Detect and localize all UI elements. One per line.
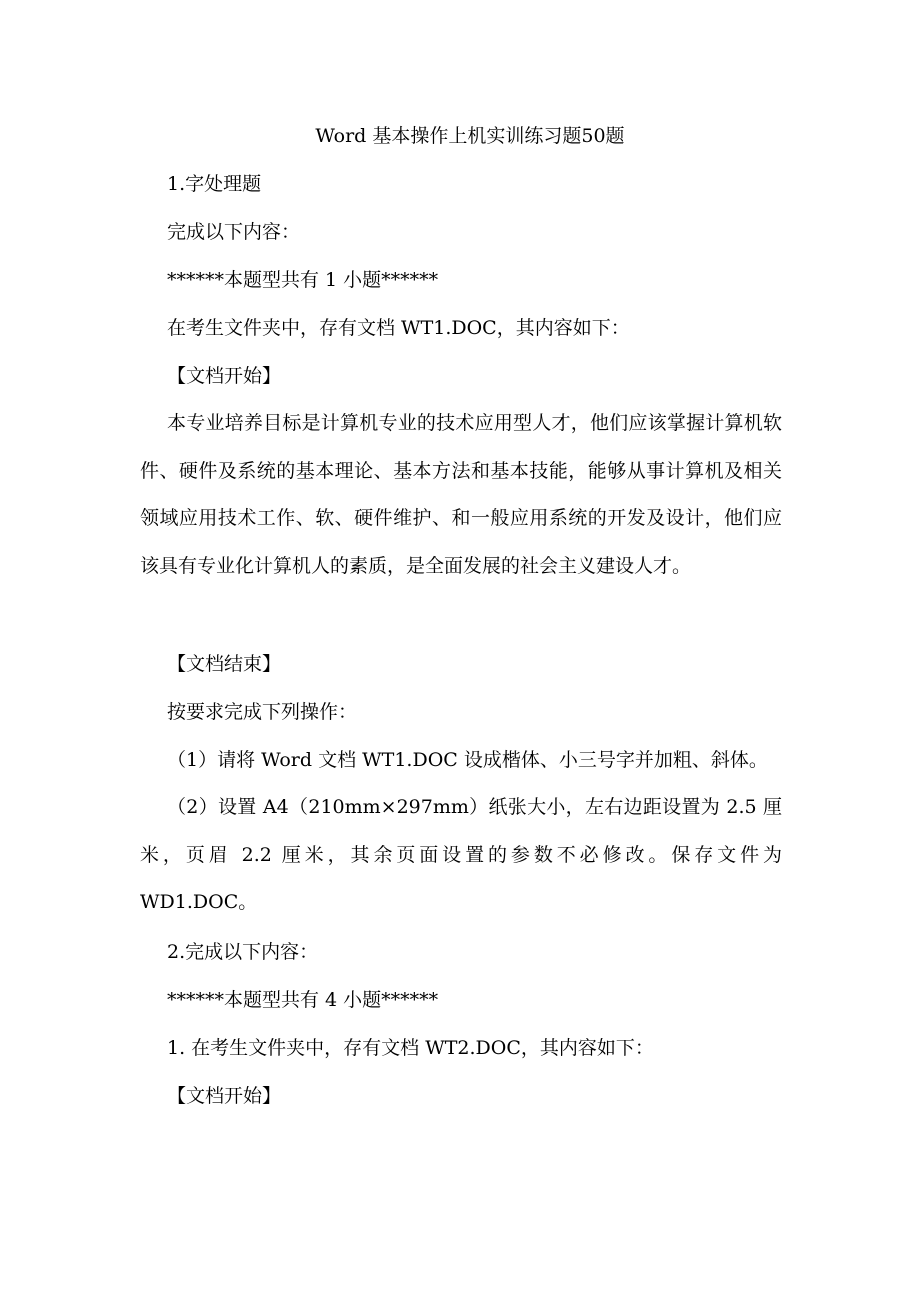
section2-doc-start: 【文档开始】 xyxy=(167,1085,282,1107)
section1-task-intro: 按要求完成下列操作： xyxy=(167,701,358,723)
section1-doc-body: 本专业培养目标是计算机专业的技术应用型人才，他们应该掌握计算机软件、硬件及系统的基本理论、基本方法和基本技能，能够从事计算机及相关领域应用技术工作、软、硬件维护、和一般应用系统的开发及设计，他们应该具有专业化计算机人的素质，是全面发展的社会主义建设人才。 xyxy=(140,412,782,577)
section1-doc-start: 【文档开始】 xyxy=(167,365,282,387)
section1-heading: 1.字处理题 xyxy=(167,173,262,195)
section2-file-intro: 1. 在考生文件夹中，存有文档 WT2.DOC，其内容如下： xyxy=(167,1037,654,1059)
section1-count-note: ******本题型共有 1 小题****** xyxy=(167,269,439,291)
section2-heading: 2.完成以下内容： xyxy=(167,941,319,963)
section1-file-intro: 在考生文件夹中，存有文档 WT1.DOC，其内容如下： xyxy=(167,317,630,339)
section1-doc-end: 【文档结束】 xyxy=(167,653,282,675)
section1-step1: （1）请将 Word 文档 WT1.DOC 设成楷体、小三号字并加粗、斜体。 xyxy=(167,749,768,771)
section1-instruction: 完成以下内容： xyxy=(167,221,301,243)
document-title: Word 基本操作上机实训练习题50题 xyxy=(315,125,625,147)
section1-step2: （2）设置 A4（210mm×297mm）纸张大小，左右边距设置为 2.5 厘米，页眉 2.2 厘米，其余页面设置的参数不必修改。保存文件为 WD1.DOC。 xyxy=(140,796,782,914)
section2-count-note: ******本题型共有 4 小题****** xyxy=(167,989,439,1011)
